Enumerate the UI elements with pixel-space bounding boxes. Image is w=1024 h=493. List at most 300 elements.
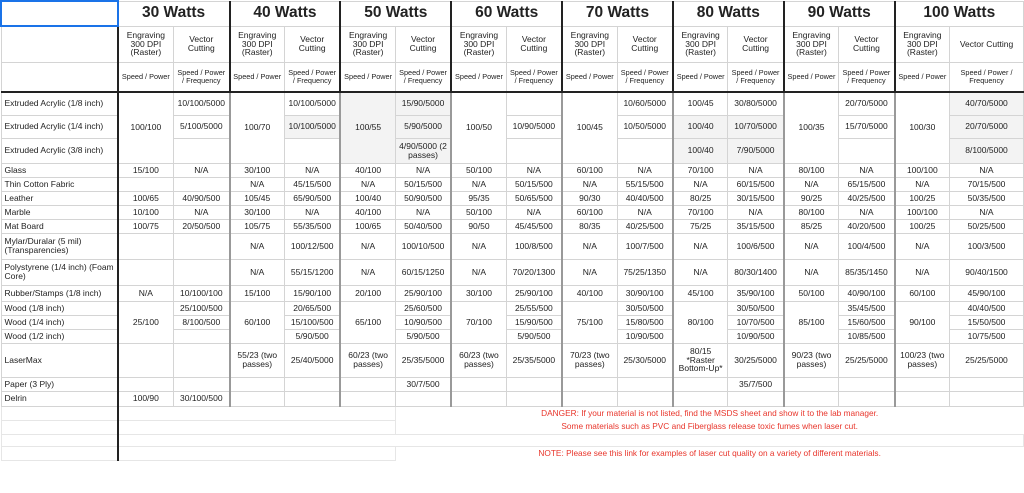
value-cell: [174, 233, 230, 259]
value-cell: 50/90/500: [395, 191, 451, 205]
value-cell: 8/100/5000: [950, 138, 1024, 163]
watts-header: 40 Watts: [230, 1, 341, 26]
value-cell: 10/50/5000: [617, 115, 673, 138]
value-cell: 25/90/100: [506, 285, 562, 301]
value-cell: 50/15/500: [506, 177, 562, 191]
value-cell: [174, 177, 230, 191]
value-cell: N/A: [395, 163, 451, 177]
value-cell: 20/70/5000: [950, 115, 1024, 138]
value-cell: 10/85/500: [839, 329, 895, 343]
value-cell: N/A: [451, 233, 506, 259]
value-cell: [839, 377, 895, 391]
value-cell: N/A: [728, 163, 784, 177]
value-cell: [118, 233, 174, 259]
value-cell: 100/75: [118, 219, 174, 233]
value-cell: 100/45: [673, 92, 728, 115]
value-cell: 15/90/5000: [395, 92, 451, 115]
value-cell: N/A: [118, 285, 174, 301]
material-label: Extruded Acrylic (3/8 inch): [1, 138, 118, 163]
value-cell: 90/40/1500: [950, 259, 1024, 285]
value-cell: 10/70/5000: [728, 115, 784, 138]
value-cell: 105/45: [230, 191, 285, 205]
value-cell: 70/100: [673, 163, 728, 177]
vector-units: Speed / Power / Frequency: [617, 62, 673, 92]
value-cell: 60/100: [562, 205, 617, 219]
value-cell: 100/30: [895, 92, 950, 163]
value-cell: [118, 259, 174, 285]
material-label: Delrin: [1, 391, 118, 406]
value-cell: N/A: [506, 205, 562, 219]
value-cell: 65/15/500: [839, 177, 895, 191]
value-cell: 15/100: [118, 163, 174, 177]
value-cell: N/A: [230, 177, 285, 191]
value-cell: [284, 391, 340, 406]
value-cell: N/A: [784, 259, 839, 285]
value-cell: 80/100: [784, 163, 839, 177]
value-cell: [784, 391, 839, 406]
value-cell: 65/90/500: [284, 191, 340, 205]
value-cell: 10/100/5000: [284, 115, 340, 138]
value-cell: 45/45/500: [506, 219, 562, 233]
value-cell: 10/90/500: [395, 315, 451, 329]
material-label: Wood (1/4 inch): [1, 315, 118, 329]
value-cell: 50/35/500: [950, 191, 1024, 205]
value-cell: 30/25/5000: [728, 343, 784, 377]
empty-cell: [118, 420, 396, 434]
material-label: LaserMax: [1, 343, 118, 377]
value-cell: [617, 391, 673, 406]
value-cell: 10/100/100: [174, 285, 230, 301]
value-cell: 45/90/100: [950, 285, 1024, 301]
value-cell: 75/25: [673, 219, 728, 233]
value-cell: 65/100: [340, 301, 395, 343]
material-label: Leather: [1, 191, 118, 205]
engraving-units: Speed / Power: [230, 62, 285, 92]
value-cell: 105/75: [230, 219, 285, 233]
selected-cell[interactable]: [1, 1, 118, 26]
value-cell: 40/90/500: [174, 191, 230, 205]
value-cell: 35/15/500: [728, 219, 784, 233]
value-cell: 40/40/500: [950, 301, 1024, 315]
value-cell: [230, 377, 285, 391]
engraving-units: Speed / Power: [784, 62, 839, 92]
engraving-units: Speed / Power: [118, 62, 174, 92]
value-cell: 40/40/500: [617, 191, 673, 205]
value-cell: 10/100/5000: [174, 92, 230, 115]
watts-header: 30 Watts: [118, 1, 230, 26]
value-cell: 10/90/500: [617, 329, 673, 343]
value-cell: [174, 259, 230, 285]
value-cell: 25/30/5000: [617, 343, 673, 377]
value-cell: [284, 138, 340, 163]
value-cell: N/A: [230, 259, 285, 285]
value-cell: 80/25: [673, 191, 728, 205]
engraving-heading: Engraving 300 DPI (Raster): [784, 26, 839, 62]
value-cell: 15/60/500: [839, 315, 895, 329]
value-cell: 30/100: [230, 163, 285, 177]
value-cell: 85/35/1450: [839, 259, 895, 285]
value-cell: 80/100: [784, 205, 839, 219]
engraving-units: Speed / Power: [562, 62, 617, 92]
value-cell: 100/45: [562, 92, 617, 163]
vector-heading: Vector Cutting: [506, 26, 562, 62]
value-cell: N/A: [230, 233, 285, 259]
material-label: Extruded Acrylic (1/8 inch): [1, 92, 118, 115]
value-cell: N/A: [839, 163, 895, 177]
value-cell: 55/23 (two passes): [230, 343, 285, 377]
value-cell: 40/25/500: [839, 191, 895, 205]
value-cell: N/A: [673, 233, 728, 259]
value-cell: 70/20/1300: [506, 259, 562, 285]
empty-cell: [118, 446, 396, 460]
value-cell: 40/100: [562, 285, 617, 301]
value-cell: 25/25/5000: [950, 343, 1024, 377]
value-cell: 25/100/500: [174, 301, 230, 315]
value-cell: 60/15/500: [728, 177, 784, 191]
value-cell: 25/55/500: [506, 301, 562, 315]
value-cell: [506, 377, 562, 391]
value-cell: N/A: [451, 259, 506, 285]
value-cell: [174, 329, 230, 343]
value-cell: 35/7/500: [728, 377, 784, 391]
value-cell: [839, 391, 895, 406]
empty-cell: [1, 446, 118, 460]
value-cell: 90/30: [562, 191, 617, 205]
value-cell: [118, 343, 174, 377]
material-label: Extruded Acrylic (1/4 inch): [1, 115, 118, 138]
engraving-heading: Engraving 300 DPI (Raster): [340, 26, 395, 62]
value-cell: 100/25: [895, 191, 950, 205]
vector-heading: Vector Cutting: [728, 26, 784, 62]
value-cell: 60/23 (two passes): [340, 343, 395, 377]
value-cell: [895, 391, 950, 406]
value-cell: 100/10/500: [395, 233, 451, 259]
value-cell: 100/8/500: [506, 233, 562, 259]
value-cell: 20/100: [340, 285, 395, 301]
value-cell: [395, 391, 451, 406]
engraving-units: Speed / Power: [673, 62, 728, 92]
value-cell: 25/100: [118, 301, 174, 343]
danger-line-1: DANGER: If your material is not listed, find the MSDS sheet and show it to the lab manager.: [541, 407, 879, 418]
value-cell: 40/20/500: [839, 219, 895, 233]
value-cell: [784, 377, 839, 391]
material-label: Rubber/Stamps (1/8 inch): [1, 285, 118, 301]
value-cell: 75/25/1350: [617, 259, 673, 285]
value-cell: 20/65/500: [284, 301, 340, 315]
value-cell: 90/100: [895, 301, 950, 343]
value-cell: 50/40/500: [395, 219, 451, 233]
vector-units: Speed / Power / Frequency: [839, 62, 895, 92]
value-cell: [451, 377, 506, 391]
value-cell: 100/23 (two passes): [895, 343, 950, 377]
value-cell: 5/90/500: [506, 329, 562, 343]
material-label: Wood (1/8 inch): [1, 301, 118, 315]
value-cell: 50/65/500: [506, 191, 562, 205]
value-cell: 50/25/500: [950, 219, 1024, 233]
value-cell: 15/80/500: [617, 315, 673, 329]
engraving-units: Speed / Power: [340, 62, 395, 92]
value-cell: N/A: [562, 259, 617, 285]
value-cell: 25/60/500: [395, 301, 451, 315]
corner-cell: [1, 62, 118, 92]
value-cell: 60/100: [895, 285, 950, 301]
value-cell: 100/4/500: [839, 233, 895, 259]
value-cell: 10/70/500: [728, 315, 784, 329]
value-cell: 100/7/500: [617, 233, 673, 259]
value-cell: 15/70/5000: [839, 115, 895, 138]
value-cell: N/A: [284, 205, 340, 219]
value-cell: 30/100: [230, 205, 285, 219]
value-cell: 10/90/5000: [506, 115, 562, 138]
value-cell: N/A: [728, 205, 784, 219]
value-cell: 55/35/500: [284, 219, 340, 233]
watts-header: 100 Watts: [895, 1, 1024, 26]
value-cell: 35/45/500: [839, 301, 895, 315]
value-cell: 40/25/500: [617, 219, 673, 233]
material-label: Glass: [1, 163, 118, 177]
value-cell: 80/35: [562, 219, 617, 233]
value-cell: 30/80/5000: [728, 92, 784, 115]
value-cell: [340, 377, 395, 391]
value-cell: 100/40: [340, 191, 395, 205]
value-cell: 40/90/100: [839, 285, 895, 301]
value-cell: 5/90/500: [284, 329, 340, 343]
value-cell: N/A: [506, 163, 562, 177]
material-label: Mylar/Duralar (5 mil) (Transparencies): [1, 233, 118, 259]
value-cell: [950, 377, 1024, 391]
value-cell: 30/50/500: [617, 301, 673, 315]
material-label: Marble: [1, 205, 118, 219]
value-cell: 95/35: [451, 191, 506, 205]
value-cell: 85/25: [784, 219, 839, 233]
value-cell: 50/15/500: [395, 177, 451, 191]
value-cell: N/A: [784, 177, 839, 191]
value-cell: 100/65: [340, 219, 395, 233]
value-cell: 10/100/5000: [284, 92, 340, 115]
value-cell: [506, 92, 562, 115]
empty-cell: [1, 420, 118, 434]
value-cell: 100/50: [451, 92, 506, 163]
value-cell: 5/100/5000: [174, 115, 230, 138]
value-cell: 15/90/100: [284, 285, 340, 301]
value-cell: 40/70/5000: [950, 92, 1024, 115]
material-label: Thin Cotton Fabric: [1, 177, 118, 191]
value-cell: 100/100: [118, 92, 174, 163]
value-cell: [451, 391, 506, 406]
watts-header: 80 Watts: [673, 1, 784, 26]
value-cell: 50/100: [451, 163, 506, 177]
value-cell: 100/55: [340, 92, 395, 163]
value-cell: [562, 391, 617, 406]
value-cell: 100/90: [118, 391, 174, 406]
value-cell: 30/50/500: [728, 301, 784, 315]
value-cell: 20/50/500: [174, 219, 230, 233]
value-cell: 45/100: [673, 285, 728, 301]
value-cell: [728, 391, 784, 406]
value-cell: 100/100: [895, 163, 950, 177]
vector-units: Speed / Power / Frequency: [174, 62, 230, 92]
value-cell: [506, 391, 562, 406]
value-cell: 100/35: [784, 92, 839, 163]
value-cell: N/A: [340, 177, 395, 191]
value-cell: [617, 377, 673, 391]
value-cell: 100/40: [673, 138, 728, 163]
value-cell: 100/100: [895, 205, 950, 219]
value-cell: N/A: [174, 205, 230, 219]
empty-cell: [118, 434, 1024, 446]
value-cell: [673, 391, 728, 406]
value-cell: 70/100: [673, 205, 728, 219]
value-cell: 100/6/500: [728, 233, 784, 259]
value-cell: 8/100/500: [174, 315, 230, 329]
engraving-units: Speed / Power: [451, 62, 506, 92]
value-cell: [174, 138, 230, 163]
value-cell: N/A: [895, 233, 950, 259]
value-cell: 10/60/5000: [617, 92, 673, 115]
value-cell: N/A: [284, 163, 340, 177]
value-cell: 10/100: [118, 205, 174, 219]
value-cell: 40/100: [340, 163, 395, 177]
value-cell: 85/100: [784, 301, 839, 343]
value-cell: N/A: [617, 205, 673, 219]
value-cell: 20/70/5000: [839, 92, 895, 115]
value-cell: 60/100: [230, 301, 285, 343]
value-cell: [839, 138, 895, 163]
value-cell: 35/90/100: [728, 285, 784, 301]
vector-units: Speed / Power / Frequency: [728, 62, 784, 92]
value-cell: N/A: [784, 233, 839, 259]
material-label: Polystyrene (1/4 inch) (Foam Core): [1, 259, 118, 285]
value-cell: N/A: [895, 259, 950, 285]
value-cell: N/A: [839, 205, 895, 219]
value-cell: N/A: [562, 233, 617, 259]
value-cell: 55/15/1200: [284, 259, 340, 285]
value-cell: 25/35/5000: [506, 343, 562, 377]
value-cell: N/A: [562, 177, 617, 191]
value-cell: 100/12/500: [284, 233, 340, 259]
value-cell: [174, 377, 230, 391]
vector-heading: Vector Cutting: [284, 26, 340, 62]
value-cell: 15/90/500: [506, 315, 562, 329]
value-cell: [506, 138, 562, 163]
value-cell: 5/90/500: [395, 329, 451, 343]
value-cell: N/A: [451, 177, 506, 191]
value-cell: N/A: [895, 177, 950, 191]
value-cell: 50/100: [784, 285, 839, 301]
value-cell: 25/90/100: [395, 285, 451, 301]
value-cell: [340, 391, 395, 406]
value-cell: 100/25: [895, 219, 950, 233]
value-cell: 25/40/5000: [284, 343, 340, 377]
value-cell: 50/100: [451, 205, 506, 219]
value-cell: 80/100: [673, 301, 728, 343]
value-cell: 25/25/5000: [839, 343, 895, 377]
watts-header: 60 Watts: [451, 1, 562, 26]
value-cell: 75/100: [562, 301, 617, 343]
value-cell: N/A: [617, 163, 673, 177]
value-cell: N/A: [950, 205, 1024, 219]
value-cell: N/A: [340, 259, 395, 285]
note-link[interactable]: NOTE: Please see this link for examples of laser cut quality on a variety of different materials.: [538, 447, 881, 458]
value-cell: [562, 377, 617, 391]
vector-heading: Vector Cutting: [395, 26, 451, 62]
value-cell: N/A: [340, 233, 395, 259]
engraving-heading: Engraving 300 DPI (Raster): [895, 26, 950, 62]
engraving-heading: Engraving 300 DPI (Raster): [562, 26, 617, 62]
value-cell: 30/100/500: [174, 391, 230, 406]
material-label: Wood (1/2 inch): [1, 329, 118, 343]
vector-units: Speed / Power / Frequency: [284, 62, 340, 92]
value-cell: 60/15/1250: [395, 259, 451, 285]
value-cell: 55/15/500: [617, 177, 673, 191]
value-cell: 90/50: [451, 219, 506, 233]
corner-cell: [1, 26, 118, 62]
value-cell: 70/23 (two passes): [562, 343, 617, 377]
vector-heading: Vector Cutting: [174, 26, 230, 62]
danger-line-2: Some materials such as PVC and Fiberglass release toxic fumes when laser cut.: [561, 421, 858, 432]
value-cell: [230, 391, 285, 406]
value-cell: N/A: [673, 177, 728, 191]
value-cell: 10/90/500: [728, 329, 784, 343]
vector-units: Speed / Power / Frequency: [395, 62, 451, 92]
value-cell: 100/3/500: [950, 233, 1024, 259]
value-cell: 100/40: [673, 115, 728, 138]
value-cell: [895, 377, 950, 391]
value-cell: 4/90/5000 (2 passes): [395, 138, 451, 163]
engraving-heading: Engraving 300 DPI (Raster): [451, 26, 506, 62]
value-cell: N/A: [673, 259, 728, 285]
value-cell: 45/15/500: [284, 177, 340, 191]
engraving-heading: Engraving 300 DPI (Raster): [230, 26, 285, 62]
material-label: Mat Board: [1, 219, 118, 233]
vector-units: Speed / Power / Frequency: [950, 62, 1024, 92]
value-cell: 80/15 *Raster Bottom-Up*: [673, 343, 728, 377]
value-cell: 15/100/500: [284, 315, 340, 329]
empty-cell: [1, 434, 118, 446]
value-cell: [284, 377, 340, 391]
value-cell: 15/100: [230, 285, 285, 301]
value-cell: 70/15/500: [950, 177, 1024, 191]
vector-heading: Vector Cutting: [617, 26, 673, 62]
value-cell: 25/35/5000: [395, 343, 451, 377]
value-cell: 5/90/5000: [395, 115, 451, 138]
value-cell: N/A: [174, 163, 230, 177]
engraving-heading: Engraving 300 DPI (Raster): [118, 26, 174, 62]
value-cell: [174, 343, 230, 377]
watts-header: 50 Watts: [340, 1, 451, 26]
value-cell: 7/90/5000: [728, 138, 784, 163]
value-cell: [118, 377, 174, 391]
value-cell: [118, 177, 174, 191]
watts-header: 70 Watts: [562, 1, 673, 26]
value-cell: 100/70: [230, 92, 285, 163]
value-cell: 30/15/500: [728, 191, 784, 205]
watts-header: 90 Watts: [784, 1, 895, 26]
empty-cell: [118, 406, 396, 420]
value-cell: [950, 391, 1024, 406]
material-label: Paper (3 Ply): [1, 377, 118, 391]
value-cell: 70/100: [451, 301, 506, 343]
value-cell: 60/23 (two passes): [451, 343, 506, 377]
value-cell: N/A: [395, 205, 451, 219]
value-cell: 30/90/100: [617, 285, 673, 301]
value-cell: 40/100: [340, 205, 395, 219]
engraving-units: Speed / Power: [895, 62, 950, 92]
value-cell: 80/30/1400: [728, 259, 784, 285]
value-cell: 60/100: [562, 163, 617, 177]
vector-heading: Vector Cutting: [950, 26, 1024, 62]
vector-units: Speed / Power / Frequency: [506, 62, 562, 92]
